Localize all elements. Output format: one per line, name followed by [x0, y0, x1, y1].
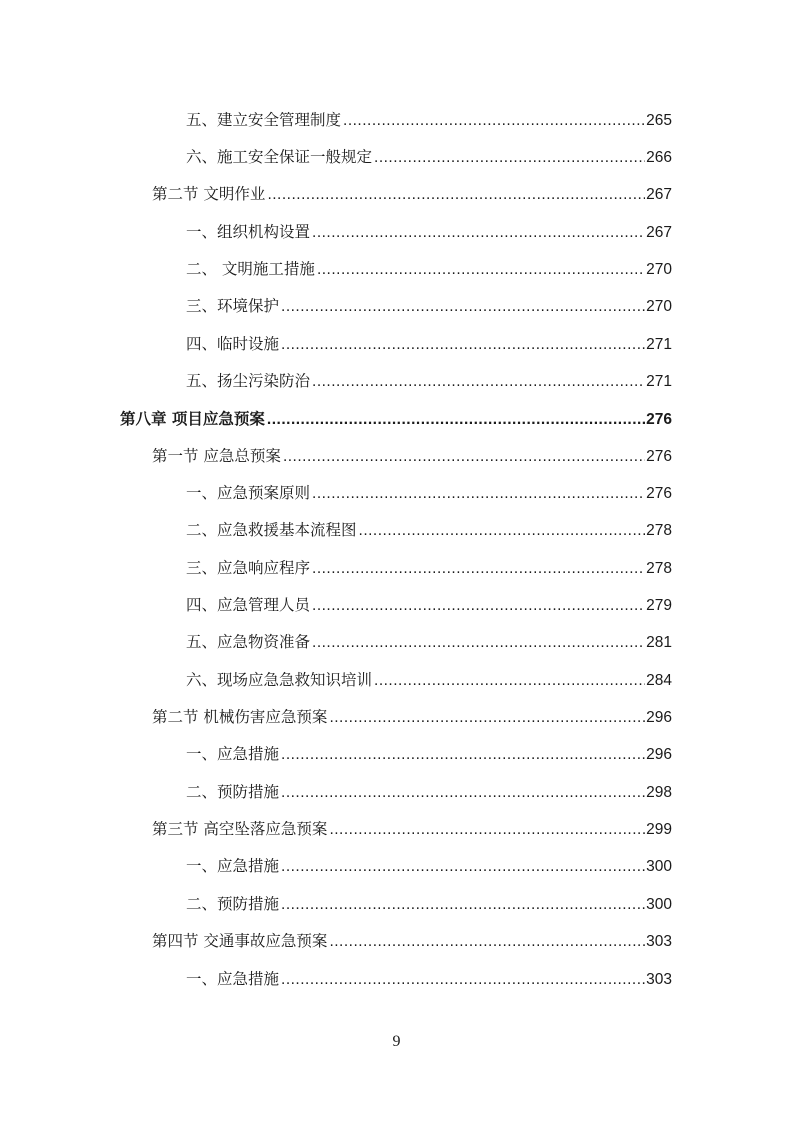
toc-entry-label: 六、施工安全保证一般规定 [186, 148, 373, 166]
toc-entry-page: 266 [646, 149, 672, 166]
toc-entry-label: 五、应急物资准备 [186, 633, 311, 651]
toc-entry-label: 二、预防措施 [186, 783, 280, 801]
toc-entry-page: 270 [646, 298, 672, 315]
toc-entry-label: 第二节 文明作业 [152, 185, 266, 203]
dot-leader [329, 818, 645, 842]
toc-entry-page: 303 [646, 971, 672, 988]
toc-entry[interactable] [186, 294, 672, 318]
toc-entry-page: 276 [646, 448, 672, 465]
toc-entry-page: 267 [646, 224, 672, 241]
toc-entry[interactable] [186, 780, 672, 804]
dot-leader [374, 146, 645, 170]
toc-entry-label: 一、组织机构设置 [186, 223, 311, 241]
toc-entry-page: 270 [646, 261, 672, 278]
toc-entry[interactable] [186, 369, 672, 393]
toc-entry[interactable] [186, 481, 672, 505]
dot-leader [374, 669, 645, 693]
toc-entry-label: 三、应急响应程序 [186, 559, 311, 577]
toc-entry-page: 303 [646, 933, 672, 950]
toc-entry[interactable] [186, 332, 672, 356]
toc-entry-page: 279 [646, 597, 672, 614]
toc-entry-page: 298 [646, 784, 672, 801]
dot-leader [281, 295, 645, 319]
toc-entry[interactable] [186, 630, 672, 654]
dot-leader [281, 333, 645, 357]
toc-entry-label: 一、应急措施 [186, 970, 280, 988]
toc-entry[interactable] [186, 668, 672, 692]
dot-leader [281, 855, 645, 879]
toc-entry-page: 265 [646, 112, 672, 129]
toc-entry[interactable] [152, 817, 672, 841]
toc-entry-label: 五、建立安全管理制度 [186, 111, 342, 129]
toc-entry-page: 300 [646, 858, 672, 875]
toc-entry-label: 二、 文明施工措施 [186, 260, 315, 278]
page-number: 9 [392, 1033, 401, 1050]
toc-entry-label: 一、应急措施 [186, 745, 280, 763]
dot-leader [317, 258, 645, 282]
toc-entry[interactable] [152, 929, 672, 953]
toc-chapter-entry[interactable] [120, 407, 672, 431]
dot-leader [312, 631, 645, 655]
toc-entry-label: 二、应急救援基本流程图 [186, 521, 357, 539]
toc-entry-page: 296 [646, 709, 672, 726]
dot-leader [359, 519, 646, 543]
toc-entry-label: 三、环境保护 [186, 297, 280, 315]
toc-entry[interactable] [186, 892, 672, 916]
toc-entry-label: 第四节 交通事故应急预案 [152, 932, 328, 950]
toc-entry[interactable] [186, 854, 672, 878]
dot-leader [343, 109, 645, 133]
dot-leader [267, 183, 645, 207]
toc-entry[interactable] [152, 705, 672, 729]
toc-entry-label: 第八章 项目应急预案 [120, 410, 265, 428]
toc-entry[interactable] [186, 108, 672, 132]
toc-entry-label: 第一节 应急总预案 [152, 447, 281, 465]
toc-entry[interactable] [186, 220, 672, 244]
toc-entry-label: 四、临时设施 [186, 335, 280, 353]
toc-entry-label: 第三节 高空坠落应急预案 [152, 820, 328, 838]
toc-entry[interactable] [186, 518, 672, 542]
toc-entry-page: 267 [646, 186, 672, 203]
dot-leader [312, 557, 645, 581]
dot-leader [281, 968, 645, 992]
toc-entry-page: 276 [646, 411, 672, 428]
dot-leader [281, 743, 645, 767]
toc-entry[interactable] [186, 556, 672, 580]
dot-leader [329, 930, 645, 954]
toc-entry-label: 二、预防措施 [186, 895, 280, 913]
toc-entry[interactable] [152, 182, 672, 206]
toc-entry[interactable] [186, 742, 672, 766]
toc-entry-page: 271 [646, 336, 672, 353]
dot-leader [281, 781, 645, 805]
toc-entry[interactable] [186, 967, 672, 991]
toc-entry-label: 一、应急预案原则 [186, 484, 311, 502]
toc-entry-label: 四、应急管理人员 [186, 596, 311, 614]
dot-leader [283, 445, 645, 469]
toc-entry-page: 300 [646, 896, 672, 913]
toc-entry-page: 296 [646, 746, 672, 763]
toc-entry-label: 六、现场应急急救知识培训 [186, 671, 373, 689]
dot-leader [329, 706, 645, 730]
dot-leader [312, 482, 645, 506]
toc-entry-page: 281 [646, 634, 672, 651]
toc-entry-page: 299 [646, 821, 672, 838]
toc-entry-page: 271 [646, 373, 672, 390]
dot-leader [267, 408, 645, 432]
toc-entry[interactable] [186, 257, 672, 281]
toc-entry[interactable] [186, 593, 672, 617]
toc-entry-page: 278 [646, 522, 672, 539]
toc-entry[interactable] [152, 444, 672, 468]
dot-leader [281, 893, 645, 917]
toc-entry-page: 284 [646, 672, 672, 689]
dot-leader [312, 221, 645, 245]
toc-entry-label: 一、应急措施 [186, 857, 280, 875]
toc-entry-page: 278 [646, 560, 672, 577]
toc-entry-label: 第二节 机械伤害应急预案 [152, 708, 328, 726]
toc-entry-page: 276 [646, 485, 672, 502]
toc-entry-label: 五、扬尘污染防治 [186, 372, 311, 390]
dot-leader [312, 370, 645, 394]
toc-entry[interactable] [186, 145, 672, 169]
dot-leader [312, 594, 645, 618]
